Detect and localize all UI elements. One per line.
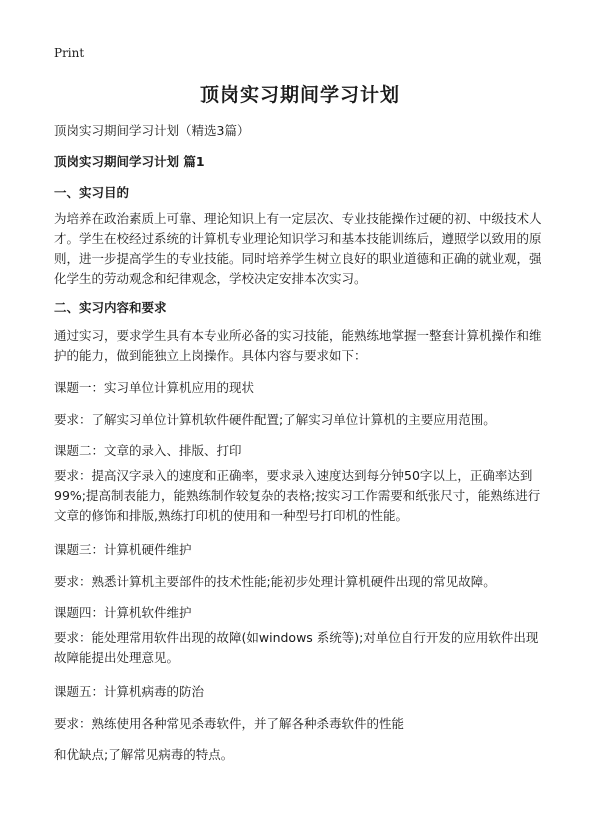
topic-3: 课题三：计算机硬件维护 (54, 542, 192, 557)
requirement-1: 要求：了解实习单位计算机软件硬件配置;了解实习单位计算机的主要应用范围。 (54, 412, 496, 427)
section-heading-purpose: 一、实习目的 (54, 185, 130, 200)
section-paragraph-purpose: 为培养在政治素质上可靠、理论知识上有一定层次、专业技能操作过硬的初、中级技术人才。学生在校经过系统的计算机专业理论知识学习和基本技能训练后，遵照学以致用的原则，进一步提高学生的专业技能。同时培养学生树立良好的职业道德和正确的就业观，强化学生的劳动观念和纪律观念，学校决定安排本次实习。 (54, 211, 542, 286)
article-heading: 顶岗实习期间学习计划 篇1 (54, 154, 205, 169)
section-paragraph-content: 通过实习，要求学生具有本专业所必备的实习技能，能熟练地掌握一整套计算机操作和维护的能力，做到能独立上岗操作。具体内容与要求如下： (54, 328, 542, 363)
section-heading-content: 二、实习内容和要求 (54, 300, 167, 315)
print-link[interactable]: Print (54, 46, 85, 60)
requirement-3: 要求：熟悉计算机主要部件的技术性能;能初步处理计算机硬件出现的常见故障。 (54, 574, 496, 589)
requirement-5-line-1: 要求：熟练使用各种常见杀毒软件，并了解各种杀毒软件的性能 (54, 716, 405, 731)
topic-2: 课题二：文章的录入、排版、打印 (54, 443, 242, 458)
topic-4: 课题四：计算机软件维护 (54, 605, 192, 620)
document-title: 顶岗实习期间学习计划 (199, 84, 400, 106)
requirement-4: 要求：能处理常用软件出现的故障(如windows 系统等);对单位自行开发的应用软件出现故障能提出处理意见。 (54, 630, 539, 665)
requirement-5-line-2: 和优缺点;了解常见病毒的特点。 (54, 747, 234, 762)
requirement-2: 要求：提高汉字录入的速度和正确率，要求录入速度达到每分钟50字以上，正确率达到99%;提高制表能力，能熟练制作较复杂的表格;按实习工作需要和纸张尺寸，能熟练进行文章的修饰和排版,熟练打印机的使用和一种型号打印机的性能。 (54, 468, 541, 523)
document-subtitle: 顶岗实习期间学习计划（精选3篇） (54, 123, 250, 138)
topic-1: 课题一：实习单位计算机应用的现状 (54, 380, 255, 395)
topic-5: 课题五：计算机病毒的防治 (54, 684, 205, 699)
